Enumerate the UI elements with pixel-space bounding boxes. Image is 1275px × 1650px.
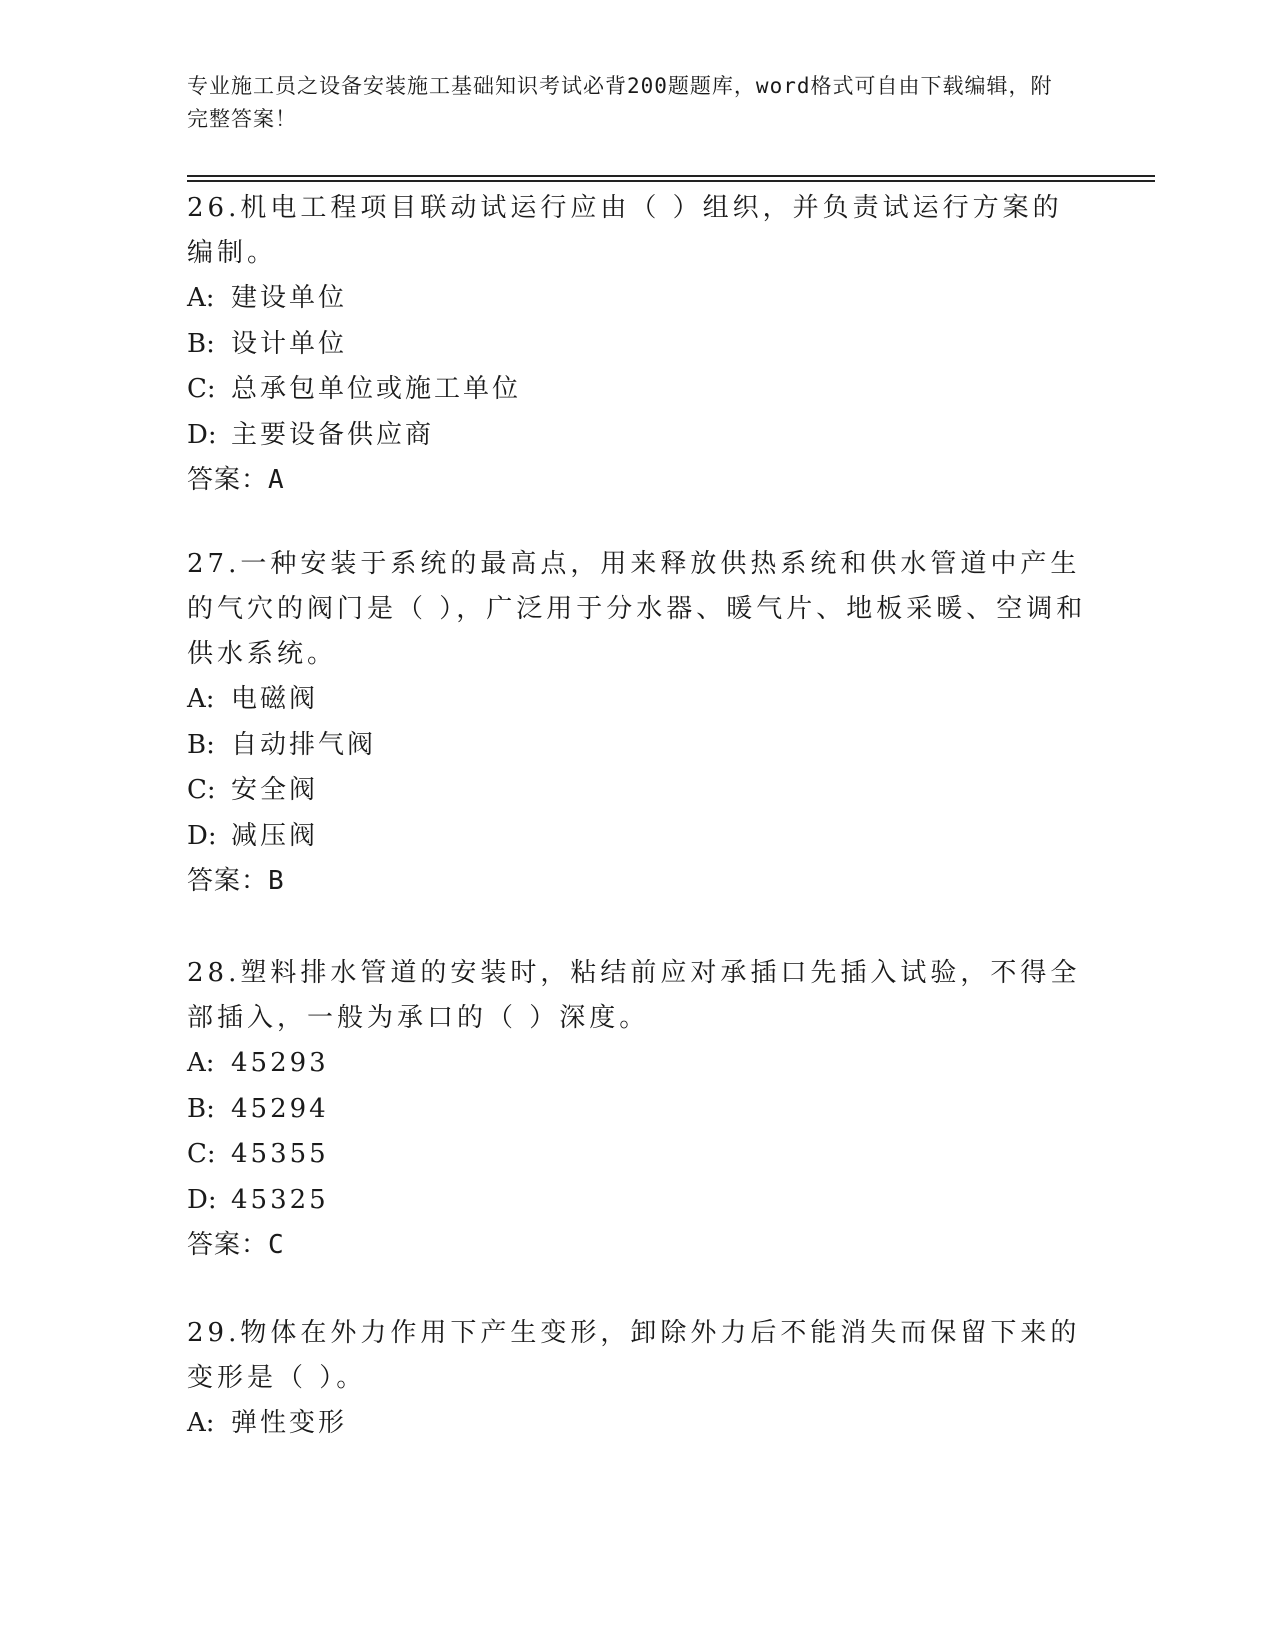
option-b [187, 723, 1087, 769]
question-stem: 28.塑料排水管道的安装时，粘结前应对承插口先插入试验，不得全部插入，一般为承口的（ ）深度。 [187, 958, 1081, 1033]
option-text: 主要设备供应商 [231, 419, 435, 450]
document-header: 专业施工员之设备安装施工基础知识考试必背200题题库，word格式可自由下载编辑，附完整答案！ [187, 74, 1053, 131]
answer [187, 458, 1087, 503]
option-b [187, 1087, 1087, 1133]
option-c [187, 367, 1087, 413]
question-stem: 29.物体在外力作用下产生变形，卸除外力后不能消失而保留下来的变形是（ ）。 [187, 1318, 1081, 1393]
option-text: 减压阀 [231, 820, 319, 851]
question-stem: 27.一种安装于系统的最高点，用来释放供热系统和供水管道中产生的气穴的阀门是（ ），广泛用于分水器、暖气片、地板采暖、空调和供水系统。 [187, 549, 1087, 669]
option-text: 安全阀 [231, 775, 319, 805]
option-c [187, 1132, 1087, 1178]
option-letter: A: [187, 1048, 215, 1078]
option-letter: A: [187, 684, 215, 714]
option-d [187, 413, 1087, 459]
option-letter: D: [187, 1184, 217, 1215]
answer-value: B [268, 866, 285, 896]
option-text: 建设单位 [231, 283, 348, 313]
option-d [187, 814, 1087, 860]
answer [187, 859, 1087, 904]
answer-value: A [268, 465, 285, 495]
answer-value: C [268, 1230, 285, 1260]
option-d [187, 1178, 1087, 1224]
option-text: 45325 [231, 1184, 329, 1215]
option-text: 总承包单位或施工单位 [231, 374, 522, 404]
answer-label: 答案： [187, 1230, 269, 1260]
option-letter: B: [187, 1093, 215, 1124]
option-text: 45294 [231, 1093, 329, 1124]
option-text: 45293 [231, 1048, 329, 1078]
option-letter: A: [187, 283, 215, 313]
option-text: 弹性变形 [231, 1408, 348, 1438]
answer-label: 答案： [187, 465, 269, 495]
question-29 [187, 1311, 1087, 1447]
option-text: 自动排气阀 [231, 729, 377, 760]
option-c [187, 768, 1087, 814]
option-letter: B: [187, 328, 215, 359]
option-b [187, 322, 1087, 368]
header-divider-bottom [187, 180, 1155, 182]
question-26 [187, 186, 1087, 503]
option-letter: D: [187, 820, 217, 851]
option-letter: D: [187, 419, 217, 450]
header-divider-top [187, 175, 1155, 177]
option-letter: C: [187, 1139, 216, 1169]
option-a [187, 1401, 1087, 1447]
answer-label: 答案： [187, 866, 269, 896]
answer [187, 1223, 1087, 1268]
option-text: 电磁阀 [231, 684, 319, 714]
option-letter: C: [187, 374, 216, 404]
option-a [187, 677, 1087, 723]
question-28 [187, 951, 1087, 1268]
question-stem: 26.机电工程项目联动试运行应由（ ）组织，并负责试运行方案的编制。 [187, 193, 1063, 268]
option-a [187, 1041, 1087, 1087]
option-a [187, 276, 1087, 322]
option-letter: B: [187, 729, 215, 760]
option-text: 45355 [231, 1139, 329, 1169]
option-letter: A: [187, 1408, 215, 1438]
option-letter: C: [187, 775, 216, 805]
question-27 [187, 542, 1087, 904]
option-text: 设计单位 [231, 328, 348, 359]
